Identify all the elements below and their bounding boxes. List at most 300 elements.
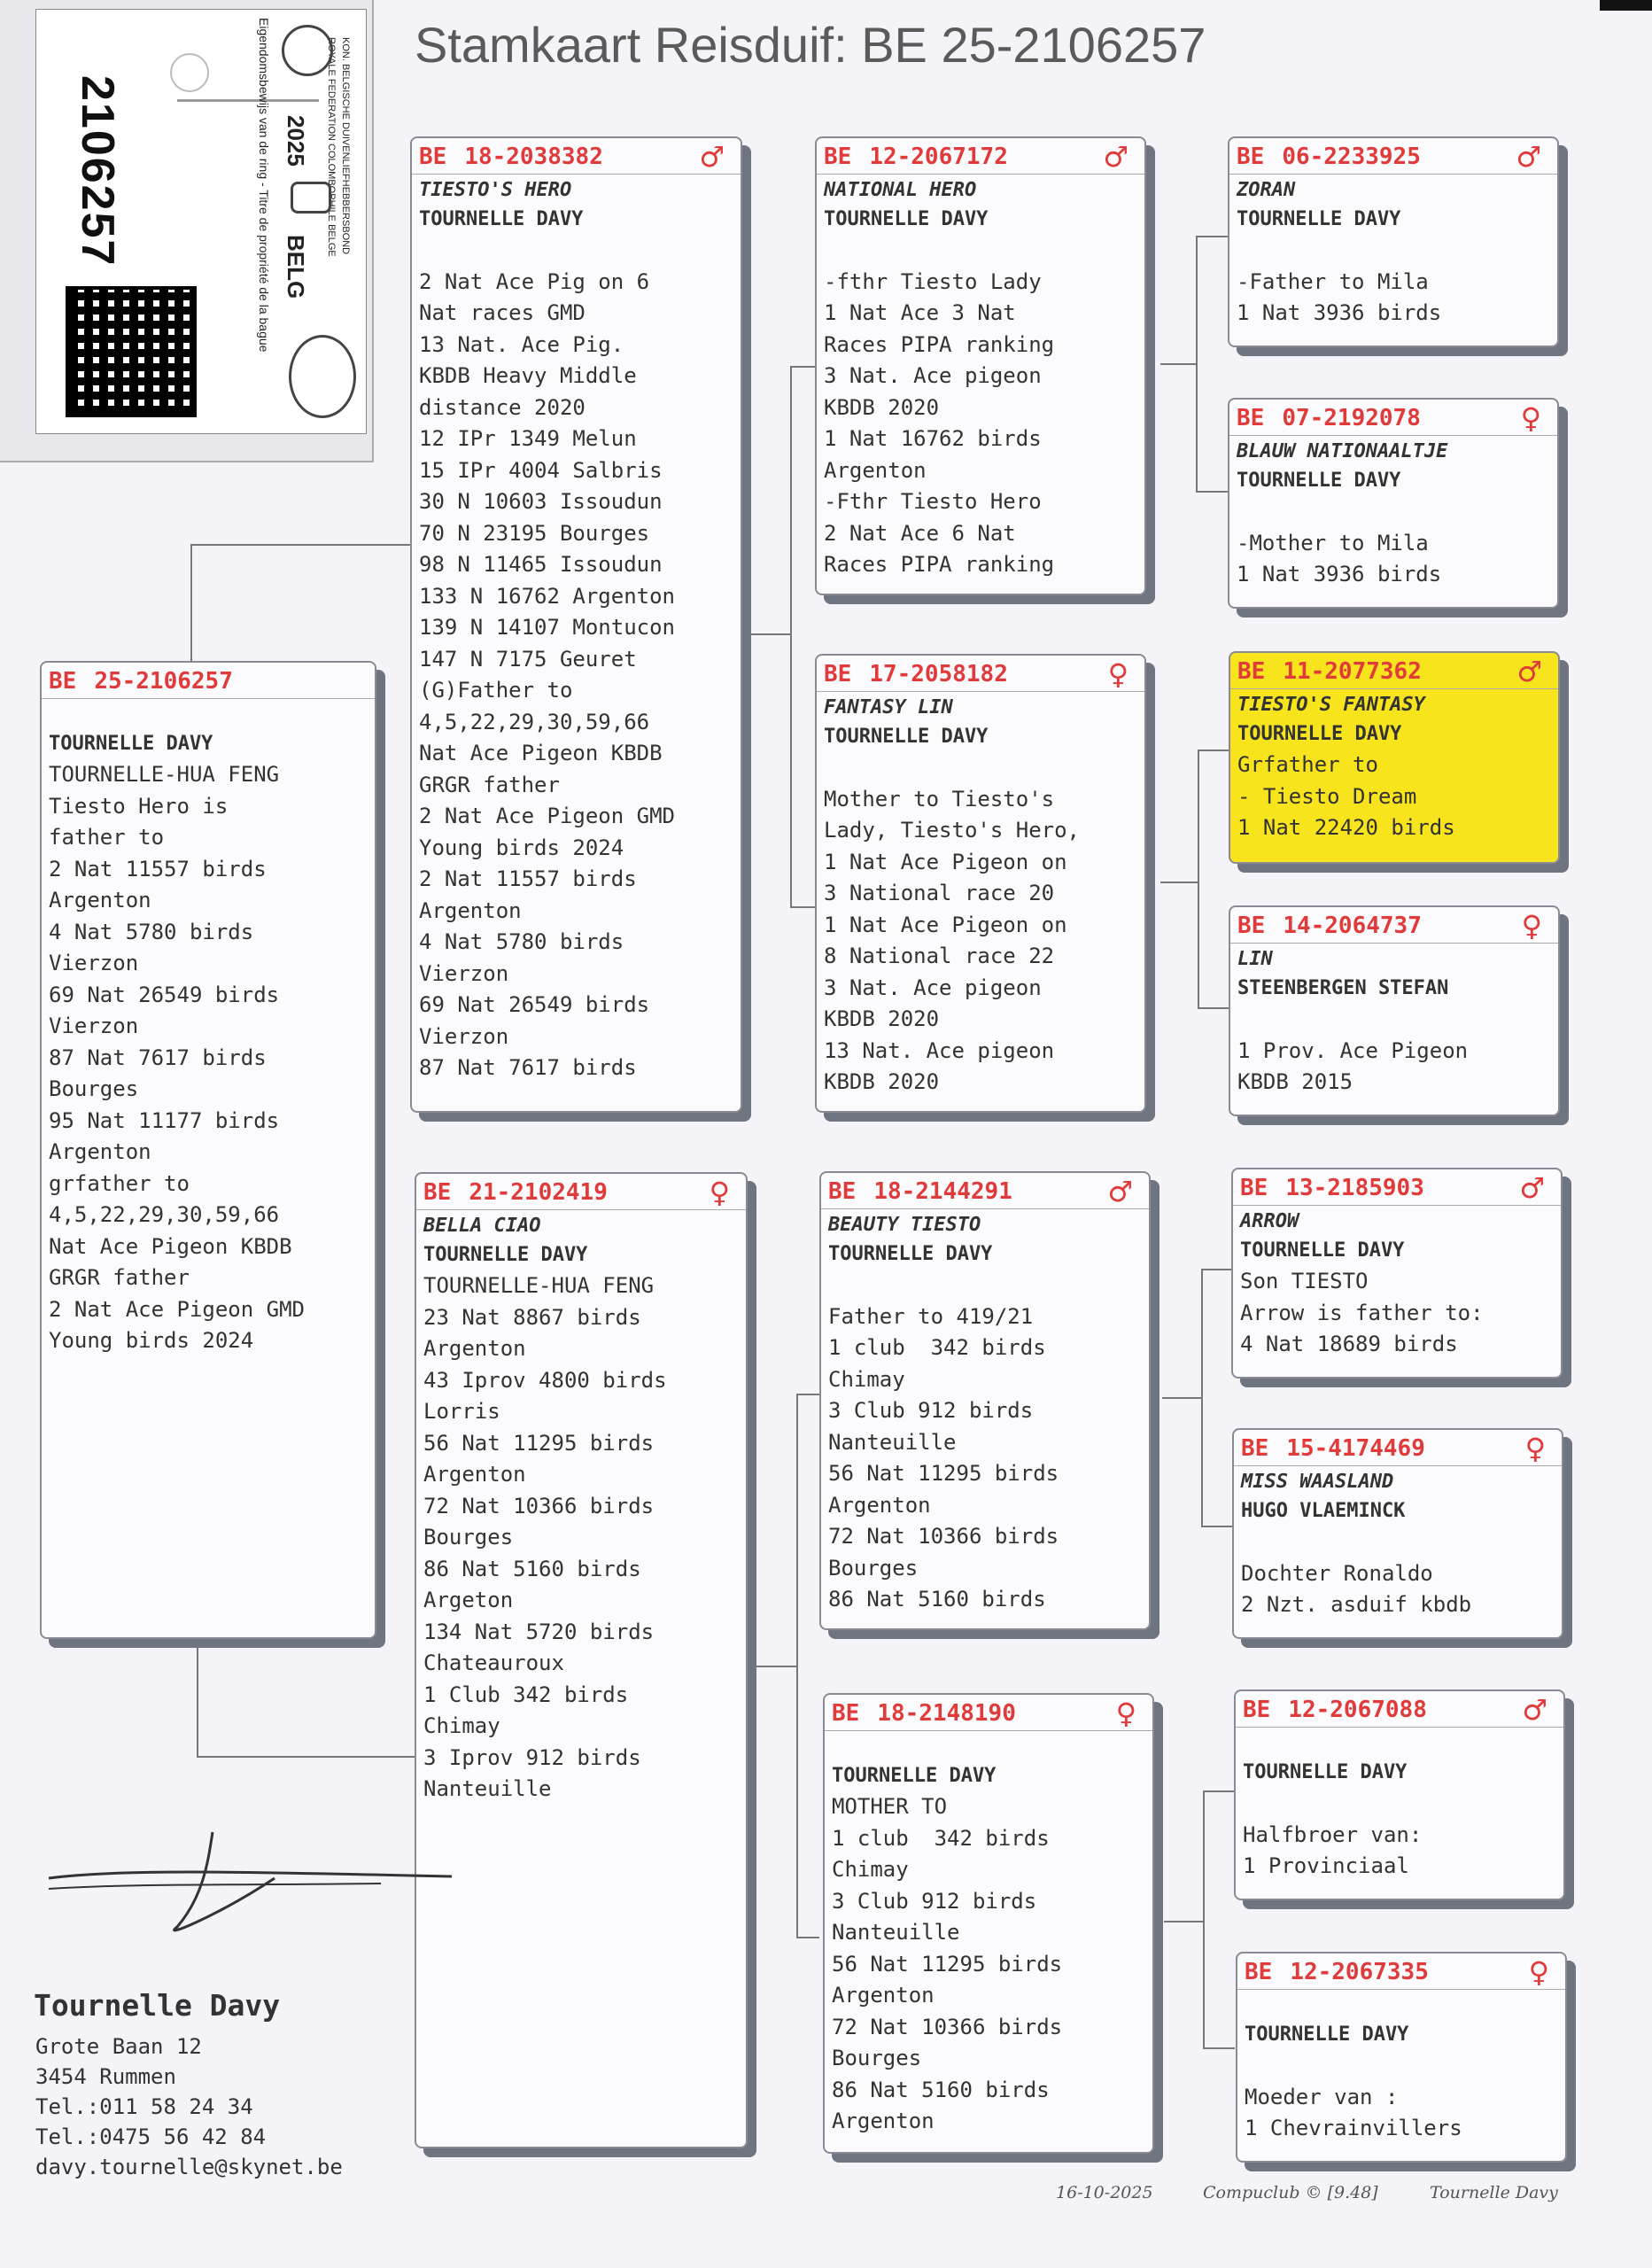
performance-line: Argenton	[49, 1139, 151, 1164]
pedigree-box-dam[interactable]	[415, 1172, 748, 2148]
performance-line: Argenton	[832, 1983, 935, 2008]
performance-line: 86 Nat 5160 birds	[832, 2077, 1050, 2102]
performance-line: Argenton	[828, 1492, 931, 1518]
breeder-name: TOURNELLE DAVY	[832, 1765, 997, 1787]
country-code: BE	[1237, 144, 1265, 170]
connector	[796, 1394, 819, 1395]
performance-list	[1237, 2050, 1565, 2145]
performance-line: Nanteuille	[828, 1429, 957, 1455]
ring-number: 12-2067335	[1290, 1959, 1429, 1985]
connector	[1198, 750, 1199, 1009]
pigeon-name	[825, 1731, 1152, 1761]
box-header	[416, 1174, 746, 1210]
box-header	[1229, 400, 1557, 436]
performance-line: 2 Nat Ace Pig on 6	[419, 268, 650, 294]
performance-line: Nanteuille	[423, 1776, 552, 1801]
pedigree-box-sire[interactable]	[410, 136, 742, 1113]
pedigree-box-sss[interactable]	[1228, 136, 1559, 347]
ring-property-text: Eigendomsbewijs van de ring - Titre de propriété de la bague	[257, 18, 271, 353]
performance-line: 1 Provinciaal	[1243, 1853, 1409, 1878]
owner-phone-1: Tel.:011 58 24 34	[35, 2094, 253, 2119]
box-header	[1237, 1953, 1565, 1990]
connector	[790, 366, 815, 368]
federation-name-fr: ROYALE FEDERATION COLOMBOPHILE BELGE	[326, 37, 337, 257]
performance-line: 56 Nat 11295 birds	[832, 1951, 1063, 1977]
performance-line: 1 Nat 3936 birds	[1237, 562, 1442, 586]
performance-line: KBDB 2015	[1237, 1069, 1353, 1094]
performance-line: Halfbroer van:	[1243, 1821, 1423, 1847]
sex-symbol-icon: ♀	[709, 1176, 730, 1209]
performance-line: 1 Prov. Ace Pigeon	[1237, 1037, 1469, 1063]
performance-line: -Mother to Mila	[1237, 530, 1429, 555]
pigeon-name: NATIONAL HERO	[824, 179, 977, 201]
performance-line: distance 2020	[419, 394, 586, 420]
performance-line: 86 Nat 5160 birds	[828, 1587, 1046, 1612]
performance-line: -fthr Tiesto Lady	[824, 268, 1042, 294]
performance-list	[416, 1270, 746, 1806]
country-code: BE	[419, 144, 447, 170]
performance-line: 30 N 10603 Issoudun	[419, 489, 663, 514]
performance-line: Argenton	[824, 457, 927, 483]
crown-icon	[291, 182, 331, 214]
performance-line: 4 Nat 18689 birds	[1240, 1332, 1458, 1356]
box-header	[1230, 907, 1558, 944]
pigeon-name	[1236, 1728, 1563, 1758]
performance-line: TOURNELLE-HUA FENG	[49, 762, 280, 787]
performance-line	[1241, 1526, 1562, 1558]
performance-line: 1 club 342 birds	[832, 1825, 1050, 1851]
box-header	[1236, 1691, 1563, 1728]
connector	[1201, 1269, 1233, 1270]
owner-phone-2: Tel.:0475 56 42 84	[35, 2124, 267, 2149]
performance-line: 134 Nat 5720 birds	[423, 1619, 655, 1644]
performance-line: Argenton	[423, 1462, 526, 1487]
breeder-name: TOURNELLE DAVY	[1243, 1761, 1408, 1783]
pin-needle	[177, 99, 319, 102]
performance-line: 69 Nat 26549 birds	[419, 992, 650, 1017]
pedigree-box-subject[interactable]	[40, 661, 376, 1639]
footer-software: Compuclub © [9.48]	[1203, 2183, 1378, 2202]
breeder-name: TOURNELLE DAVY	[1245, 2023, 1409, 2046]
ring-number: 25-2106257	[94, 668, 233, 695]
performance-list	[1233, 1266, 1561, 1361]
performance-line: 2 Nat Ace 6 Nat	[824, 520, 1016, 546]
sex-symbol-icon: ♂	[1522, 1693, 1547, 1727]
qr-code	[66, 286, 197, 417]
performance-line: Father to 419/21	[828, 1303, 1034, 1329]
performance-line	[1245, 2050, 1565, 2082]
box-header	[825, 1695, 1152, 1731]
breeder-name: HUGO VLAEMINCK	[1241, 1500, 1406, 1522]
connector	[790, 366, 792, 908]
pedigree-box-sire-dam[interactable]	[815, 654, 1146, 1113]
performance-line: 4,5,22,29,30,59,66	[49, 1202, 280, 1227]
performance-line	[824, 235, 1144, 267]
performance-line: 4,5,22,29,30,59,66	[419, 709, 650, 734]
pigeon-name: TIESTO'S HERO	[419, 179, 572, 201]
performance-line: 3 National race 20	[824, 881, 1055, 905]
ring-number: 18-2038382	[464, 144, 603, 170]
performance-line: 1 Nat Ace Pigeon on	[824, 849, 1067, 874]
performance-line: 69 Nat 26549 birds	[49, 982, 280, 1007]
box-header	[1233, 1169, 1561, 1206]
country-code: BE	[49, 668, 77, 695]
box-header	[1229, 138, 1557, 175]
performance-line	[1243, 1788, 1563, 1820]
breeder-name: TOURNELLE DAVY	[1240, 1239, 1405, 1262]
owner-street: Grote Baan 12	[35, 2034, 202, 2059]
pedigree-box-dam-sire[interactable]	[819, 1171, 1151, 1630]
performance-line: Vierzon	[419, 960, 509, 986]
performance-line	[824, 752, 1144, 784]
sex-symbol-icon: ♂	[1516, 140, 1541, 174]
pigeon-name: TIESTO'S FANTASY	[1237, 694, 1425, 716]
connector	[1203, 1790, 1205, 2049]
performance-list	[825, 1791, 1152, 2138]
performance-line: 2 Nat Ace Pigeon GMD	[419, 804, 675, 828]
pedigree-box-dds[interactable]	[1234, 1689, 1565, 1900]
ring-number: 17-2058182	[869, 661, 1008, 687]
country-code: BE	[423, 1179, 452, 1206]
performance-line: Tiesto Hero is	[49, 793, 229, 819]
country-code: BE	[824, 144, 852, 170]
country-code: BE	[1240, 1175, 1268, 1201]
performance-line: (G)Father to	[419, 678, 573, 703]
performance-line: 4 Nat 5780 birds	[419, 929, 624, 954]
performance-line: 15 IPr 4004 Salbris	[419, 457, 663, 483]
ring-number: 14-2064737	[1283, 913, 1422, 939]
performance-line: 72 Nat 10366 birds	[828, 1524, 1059, 1549]
breeder-name: TOURNELLE DAVY	[824, 208, 989, 230]
breeder-name: TOURNELLE DAVY	[828, 1243, 993, 1265]
connector	[1198, 1007, 1229, 1009]
performance-line: Grfather to	[1237, 752, 1378, 777]
connector	[1196, 236, 1198, 493]
country-code: BE	[1241, 1435, 1269, 1462]
performance-line: GRGR father	[419, 772, 560, 797]
performance-line: 72 Nat 10366 birds	[423, 1493, 655, 1518]
country-code: BE	[1237, 405, 1265, 431]
box-header	[42, 663, 375, 699]
sex-symbol-icon: ♂	[1516, 655, 1542, 688]
box-header	[1230, 653, 1558, 689]
performance-line: Bourges	[832, 2046, 922, 2070]
performance-line: Argenton	[423, 1336, 526, 1361]
connector	[1164, 1921, 1203, 1922]
performance-line: 3 Club 912 birds	[832, 1888, 1037, 1914]
connector	[190, 544, 412, 546]
performance-line: -Fthr Tiesto Hero	[824, 489, 1042, 514]
performance-line: 1 Nat 16762 birds	[824, 426, 1042, 451]
performance-line: 3 Iprov 912 birds	[423, 1744, 641, 1770]
ring-number: 11-2077362	[1283, 658, 1422, 685]
performance-list	[817, 752, 1144, 1099]
performance-line: 1 Chevrainvillers	[1245, 2116, 1462, 2140]
performance-line: 87 Nat 7617 birds	[419, 1055, 637, 1080]
connector	[1203, 2047, 1235, 2049]
performance-line: Chateauroux	[423, 1651, 564, 1675]
performance-line: 87 Nat 7617 birds	[49, 1045, 267, 1070]
ring-year: 2025	[283, 115, 309, 167]
sex-symbol-icon: ♀	[1520, 401, 1541, 435]
performance-line: KBDB 2020	[824, 1006, 940, 1031]
pigeon-name: BEAUTY TIESTO	[828, 1214, 981, 1236]
performance-line: Bourges	[49, 1076, 139, 1101]
ring-number: 13-2185903	[1285, 1175, 1424, 1201]
ring-number: 07-2192078	[1282, 405, 1421, 431]
performance-list	[1229, 496, 1557, 591]
pigeon-name	[42, 699, 375, 729]
performance-line: Bourges	[828, 1555, 919, 1581]
breeder-name: TOURNELLE DAVY	[824, 726, 989, 748]
performance-line: 1 Nat Ace 3 Nat	[824, 300, 1016, 325]
performance-line: Young birds 2024	[419, 835, 624, 860]
performance-list	[1230, 750, 1558, 844]
breeder-name: TOURNELLE DAVY	[423, 1244, 588, 1266]
performance-line: Arrow is father to:	[1240, 1300, 1484, 1325]
ring-number: 2106257	[72, 75, 123, 268]
connector	[1196, 236, 1229, 237]
sex-symbol-icon: ♂	[699, 140, 725, 174]
pedigree-box-ssd[interactable]	[1228, 398, 1559, 609]
performance-line: 133 N 16762 Argenton	[419, 583, 675, 609]
performance-line: 8 National race 22	[824, 944, 1055, 968]
country-code: BE	[1237, 913, 1266, 939]
sex-symbol-icon: ♀	[1524, 1432, 1546, 1465]
connector	[1201, 1526, 1233, 1527]
performance-line: Chimay	[832, 1857, 909, 1882]
pedigree-box-sds[interactable]	[1229, 651, 1560, 864]
breeder-name: TOURNELLE DAVY	[49, 733, 213, 755]
breeder-name: TOURNELLE DAVY	[1237, 723, 1402, 745]
ring-number: 12-2067172	[869, 144, 1008, 170]
performance-line: 1 Nat Ace Pigeon on	[824, 912, 1067, 937]
connector	[190, 544, 192, 661]
connector	[1198, 750, 1229, 751]
performance-line: Nat Ace Pigeon KBDB	[419, 741, 663, 765]
performance-line: Bourges	[423, 1525, 514, 1550]
pigeon-name: ZORAN	[1237, 179, 1296, 201]
country-code: BE	[1243, 1697, 1271, 1723]
performance-line: 1 Nat 22420 birds	[1237, 815, 1455, 840]
performance-line: 2 Nat Ace Pigeon GMD	[49, 1296, 305, 1322]
performance-line: 139 N 14107 Montucon	[419, 615, 675, 640]
breeder-name: TOURNELLE DAVY	[1237, 208, 1401, 230]
pigeon-name: MISS WAASLAND	[1241, 1471, 1394, 1493]
performance-line: 56 Nat 11295 birds	[828, 1461, 1059, 1486]
performance-line: Races PIPA ranking	[824, 552, 1055, 577]
connector	[796, 1394, 798, 1938]
connector	[197, 1756, 415, 1758]
performance-line	[828, 1270, 1149, 1301]
performance-line: 23 Nat 8867 birds	[423, 1304, 641, 1330]
performance-line	[1237, 496, 1557, 528]
performance-line: Lorris	[423, 1399, 500, 1424]
breeder-name: TOURNELLE DAVY	[419, 208, 584, 230]
performance-list	[1234, 1526, 1562, 1621]
performance-list	[1230, 1004, 1558, 1099]
owner-email[interactable]: davy.tournelle@skynet.be	[35, 2155, 343, 2179]
connector	[1160, 363, 1196, 365]
performance-line: 86 Nat 5160 birds	[423, 1556, 641, 1581]
performance-list	[412, 235, 741, 1084]
performance-line: Dochter Ronaldo	[1241, 1560, 1433, 1586]
federation-logo-icon	[282, 25, 333, 76]
performance-line: KBDB Heavy Middle	[419, 363, 637, 388]
performance-line: 3 Nat. Ace pigeon	[824, 363, 1042, 388]
ring-number: 18-2148190	[877, 1700, 1016, 1727]
performance-line: 2 Nat 11557 birds	[419, 866, 637, 891]
connector	[1196, 491, 1229, 493]
connector	[742, 633, 790, 635]
owner-name: Tournelle Davy	[34, 1988, 281, 2023]
ring-number: 18-2144291	[873, 1178, 1012, 1205]
performance-line: father to	[49, 825, 165, 850]
performance-line: Vierzon	[49, 951, 139, 975]
performance-line: Young birds 2024	[49, 1328, 254, 1353]
connector	[796, 1937, 819, 1938]
box-header	[1234, 1430, 1562, 1466]
performance-line: 56 Nat 11295 birds	[423, 1430, 655, 1456]
performance-line: 70 N 23195 Bourges	[419, 520, 650, 546]
performance-line: TOURNELLE-HUA FENG	[423, 1273, 655, 1298]
pedigree-box-dss[interactable]	[1231, 1168, 1563, 1379]
performance-line: KBDB 2020	[824, 394, 940, 420]
performance-line: 72 Nat 10366 birds	[832, 2014, 1063, 2039]
performance-line: 12 IPr 1349 Melun	[419, 426, 637, 451]
ring-number: 21-2102419	[469, 1179, 608, 1206]
performance-line: 3 Club 912 birds	[828, 1398, 1034, 1423]
connector	[1203, 1790, 1235, 1792]
sex-symbol-icon: ♀	[1521, 909, 1542, 943]
federation-name-nl: KON. BELGISCHE DUIVENLIEFHEBBERSBOND	[340, 37, 351, 255]
ring-number: 06-2233925	[1282, 144, 1421, 170]
performance-line: Vierzon	[49, 1014, 139, 1038]
connector	[1160, 882, 1198, 883]
country-code: BE	[1237, 658, 1266, 685]
ring-number: 12-2067088	[1288, 1697, 1427, 1723]
pedigree-box-dam-dam[interactable]	[823, 1693, 1154, 2154]
pedigree-box-sdd[interactable]	[1229, 905, 1560, 1116]
pigeon-name	[1237, 1990, 1565, 2020]
performance-line	[419, 235, 741, 267]
performance-line: Chimay	[423, 1713, 500, 1738]
performance-line: 147 N 7175 Geuret	[419, 646, 637, 672]
country-code: BE	[832, 1700, 860, 1727]
connector	[748, 1666, 796, 1667]
box-header	[817, 656, 1144, 692]
connector	[1162, 1397, 1201, 1399]
performance-line: 13 Nat. Ace Pig.	[419, 331, 624, 357]
footer-author: Tournelle Davy	[1430, 2183, 1558, 2202]
performance-line: KBDB 2020	[824, 1069, 940, 1094]
performance-line: - Tiesto Dream	[1237, 783, 1417, 809]
connector	[790, 906, 815, 908]
performance-line: GRGR father	[49, 1265, 190, 1290]
connector	[1201, 1269, 1203, 1527]
performance-line: 1 Nat 3936 birds	[1237, 300, 1442, 325]
performance-line: 4 Nat 5780 birds	[49, 919, 254, 944]
ring-country: BELG	[283, 235, 309, 299]
performance-line	[1237, 1004, 1558, 1036]
performance-line: 1 Club 342 birds	[423, 1682, 629, 1707]
performance-line: Lady, Tiesto's Hero,	[824, 818, 1080, 843]
box-header	[817, 138, 1144, 175]
performance-line: Moeder van :	[1245, 2084, 1399, 2109]
performance-line	[1237, 235, 1557, 267]
country-code: BE	[828, 1178, 857, 1205]
pigeon-name: ARROW	[1240, 1210, 1299, 1232]
performance-line: Argenton	[49, 888, 151, 913]
performance-line: Argenton	[832, 2109, 935, 2133]
footer-date: 16-10-2025	[1056, 2183, 1153, 2202]
performance-line: -Father to Mila	[1237, 268, 1429, 294]
performance-line: 13 Nat. Ace pigeon	[824, 1037, 1055, 1063]
sex-symbol-icon: ♀	[1115, 1697, 1136, 1730]
ring-number: 15-4174469	[1286, 1435, 1425, 1462]
pigeon-name: LIN	[1237, 948, 1273, 970]
pedigree-box-dsd[interactable]	[1232, 1428, 1563, 1639]
performance-line: 3 Nat. Ace pigeon	[824, 975, 1042, 1000]
performance-line: 2 Nzt. asduif kbdb	[1241, 1592, 1472, 1617]
performance-line: Son TIESTO	[1240, 1269, 1369, 1293]
performance-line: 1 club 342 birds	[828, 1335, 1046, 1360]
performance-list	[1229, 235, 1557, 330]
signature	[44, 1825, 469, 1940]
performance-line: 2 Nat 11557 birds	[49, 856, 267, 882]
pigeon-name: BLAUW NATIONAALTJE	[1237, 440, 1448, 462]
performance-line: Chimay	[828, 1366, 905, 1392]
breeder-name: TOURNELLE DAVY	[1237, 470, 1401, 492]
sex-symbol-icon: ♂	[1107, 1175, 1133, 1208]
performance-line: grfather to	[49, 1170, 190, 1196]
country-code: BE	[1245, 1959, 1273, 1985]
performance-line: Nat races GMD	[419, 300, 586, 325]
ring-label-card	[0, 0, 374, 462]
country-code: BE	[824, 661, 852, 687]
pedigree-box-sire-sire[interactable]	[815, 136, 1146, 595]
owner-city: 3454 Rummen	[35, 2064, 176, 2089]
performance-line: Races PIPA ranking	[824, 331, 1055, 357]
pigeon-name: FANTASY LIN	[824, 696, 953, 718]
performance-line: Vierzon	[419, 1023, 509, 1049]
sex-symbol-icon: ♂	[1103, 140, 1128, 174]
performance-list	[821, 1270, 1149, 1616]
pedigree-box-ddd[interactable]	[1236, 1952, 1567, 2163]
performance-line: 98 N 11465 Issoudun	[419, 552, 663, 577]
page-edge-mark	[1600, 0, 1652, 11]
box-header	[821, 1173, 1149, 1209]
sex-symbol-icon: ♀	[1107, 657, 1128, 691]
pin-hole	[170, 53, 209, 92]
page-title: Stamkaart Reisduif: BE 25-2106257	[415, 17, 1206, 73]
performance-line: Argenton	[419, 897, 522, 923]
performance-line: Argeton	[423, 1588, 514, 1612]
performance-line: 95 Nat 11177 birds	[49, 1107, 280, 1133]
performance-line: 43 Iprov 4800 birds	[423, 1367, 667, 1393]
pigeon-name: BELLA CIAO	[423, 1215, 541, 1237]
lion-seal-icon	[289, 335, 356, 418]
performance-line: Mother to Tiesto's	[824, 786, 1055, 812]
performance-line: Nanteuille	[832, 1920, 960, 1945]
performance-line: Nat Ace Pigeon KBDB	[49, 1233, 292, 1259]
sex-symbol-icon: ♀	[1528, 1955, 1549, 1989]
performance-list	[1236, 1788, 1563, 1883]
breeder-name: STEENBERGEN STEFAN	[1237, 977, 1449, 999]
performance-list	[42, 759, 375, 1357]
connector	[197, 1637, 198, 1758]
box-header	[412, 138, 741, 175]
